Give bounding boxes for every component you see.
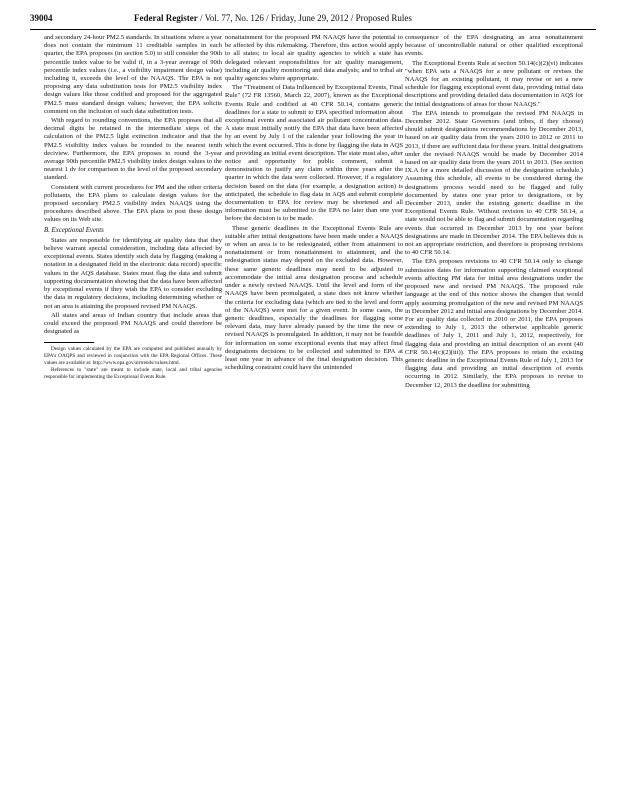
- issue-details: / Vol. 77, No. 126 / Friday, June 29, 2012 / Proposed Rules: [199, 13, 412, 23]
- paragraph: These generic deadlines in the Exceptional Events Rule are suitable after initial designations have been made under a NAAQS or when an area is to be redesignated, either from attainment to nonattainment or from nonattainment to attainment, and the redesignation status may depend on the excluded data. However, these same generic deadlines may need to be adjusted to accommodate the initial area designation process and schedule under a newly revised NAAQS. Until the level and form of the NAAQS have been promulgated, a state does not know whether the criteria for excluding data (which are tied to the level and form of the NAAQS) were met for a given event. In some cases, the generic deadlines, especially the deadlines for flagging some relevant data, may have already passed by the time the new or revised NAAQS is promulgated. In addition, it may not be feasible for information on some exceptional events that may affect final designations decisions to be collected and submitted to EPA at least one year in advance of the final designation decision. This scheduling constraint could have the unintended: [225, 224, 403, 372]
- paragraph: Consistent with current procedures for PM and the other criteria pollutants, the EPA plans to calculate design values for the proposed secondary PM2.5 visibility index NAAQS using the procedures described above. The EPA plans to post these design values on its Web site.: [44, 183, 222, 224]
- paragraph: The EPA intends to promulgate the revised PM NAAQS in December 2012. State Governors (and tribes, if they choose) should submit designations recommendations by December 2013, based on air quality data from the years 2010 to 2012 or 2011 to 2013, if there are sufficient data for these years. Initial designations under the revised NAAQS would be made by December 2014 based on air quality data from the years 2011 to 2013. (See section IX.A for a more detailed discussion of the designation schedule.) Assuming this schedule, all events to be considered during the designations process would need to be flagged and fully documented by states one year prior to designations, or by December 2013, under the existing generic deadline in the Exceptional Events Rule. Without revision to 40 CFR 50.14, a state would not be able to flag and submit documentation regarding events that occurred in December 2013 by one year before designations are made in December 2014. The EPA believes this is not an appropriate restriction, and therefore is proposing revisions to 40 CFR 50.14.: [405, 109, 583, 257]
- column-1: [44, 34, 222, 790]
- paragraph: All states and areas of Indian country that include areas that could exceed the proposed PM NAAQS and could therefore be designated as: [44, 311, 222, 336]
- paragraph: With regard to rounding conventions, the EPA proposes that all decimal digits be retained in the intermediate steps of the calculation of the PM2.5 light extinction indicator and that the PM2.5 visibility index values be rounded to the nearest tenth deciview. Furthermore, the EPA proposes to round the 3-year average 90th percentile PM2.5 visibility index design values to the nearest 1 dv for comparison to the level of the proposed secondary standard.: [44, 117, 222, 182]
- column-2: [225, 34, 403, 790]
- header-citation: [134, 12, 412, 24]
- publication-name: Federal Register: [134, 13, 198, 23]
- paragraph: States are responsible for identifying air quality data that they believe warrant special consideration, including data affected by exceptional events. States identify such data by flagging (making a notation in a designated field in the electronic data record) specific values in the AQS database. States must flag the data and submit supporting documentation showing that the data have been affected by exceptional events if they wish the EPA to consider excluding the data in regulatory decisions, including determining whether or not an area is attaining the proposed revised PM NAAQS.: [44, 236, 222, 310]
- column-3: [405, 34, 583, 790]
- header-rule: [30, 29, 596, 30]
- footnote: References to "state" are meant to include state, local and tribal agencies responsible for implementing the Exceptional Events Rule.: [44, 367, 222, 380]
- page-number: 39004: [30, 13, 53, 23]
- paragraph: consequence of the EPA designating an area nonattainment because of uncontrollable natural or other qualified exceptional events.: [405, 34, 583, 58]
- paragraph: and secondary 24-hour PM2.5 standards. In situations where a year does not contain the minimum 11 creditable samples in each quarter, the EPA proposes (in section 5.0) to still consider the 90th percentile index value to be valid if, in a 3-year average of 90th percentile index values (i.e., a visibility impairment design value) including it, exceeds the level of the NAAQS. The EPA is not proposing any data substitution tests for PM2.5 visibility index design values like those codified and proposed for the aggregated PM2.5 mass standard design values; however, the EPA solicits comment on the inclusion of such data substitution tests.: [44, 34, 222, 115]
- page-header: [30, 12, 590, 26]
- paragraph: The "Treatment of Data Influenced by Exceptional Events, Final Rule" (72 FR 13560, March 22, 2007), known as the Exceptional Events Rule and codified at 40 CFR 50.14, contains generic deadlines for a state to submit to EPA specified information about exceptional events and associated air pollutant concentration data. A state must initially notify the EPA that data have been affected by an event by July 1 of the calendar year following the year in which the event occurred. This is done by flagging the data in AQS and providing an initial event description. The state must also, after notice and opportunity for public comment, submit a demonstration to justify any claim within three years after the quarter in which the data were collected. However, if a regulatory decision based on the data (for example, a designation action) is anticipated, the schedule to flag data in AQS and submit complete documentation to EPA for review may be shortened and all information must be submitted to the EPA no later than one year before the decision is to be made.: [225, 84, 403, 223]
- paragraph: nonattainment for the proposed PM NAAQS have the potential to be affected by this rulemaking. Therefore, this action would apply to all states; to local air quality agencies to which a state has delegated relevant responsibilities for air quality management, including air quality monitoring and data analysis; and to tribal air quality agencies where appropriate.: [225, 34, 403, 83]
- footnote: Design values calculated by the EPA are computed and published annually by EPA's OAQPS and reviewed in conjunction with the EPA Regional Offices. These values are available at: http://www.epa.gov/airtrends/values.html.: [44, 346, 222, 366]
- paragraph: The Exceptional Events Rule at section 50.14(c)(2)(vi) indicates "when EPA sets a NAAQS for a new pollutant or revises the NAAQS for an existing pollutant, it may revise or set a new schedule for flagging exceptional event data, providing initial data descriptions and providing detailed data documentation in AQS for the initial designations of areas for those NAAQS.": [405, 59, 583, 108]
- section-heading: B. Exceptional Events: [44, 226, 104, 234]
- footnote-rule: [44, 342, 94, 343]
- paragraph: The EPA proposes revisions to 40 CFR 50.14 only to change submission dates for information supporting claimed exceptional events affecting PM data for initial area designations under the proposed new and revised PM NAAQS. The proposed rule language at the end of this notice shows the changes that would apply assuming promulgation of the new and revised PM NAAQS in December 2012 and initial area designations by December 2014. For air quality data collected in 2010 or 2011, the EPA proposes extending to July 1, 2013 the otherwise applicable generic deadlines of July 1, 2011 and July 1, 2012, respectively, for flagging data and providing an initial description of an event (40 CFR 50.14(c)(2)(iii)). The EPA proposes to retain the existing generic deadline in the Exceptional Events Rule of July 1, 2013 for flagging data and providing an initial description of events occurring in 2012. Similarly, the EPA proposes to revise to December 12, 2013 the deadline for submitting: [405, 258, 583, 389]
